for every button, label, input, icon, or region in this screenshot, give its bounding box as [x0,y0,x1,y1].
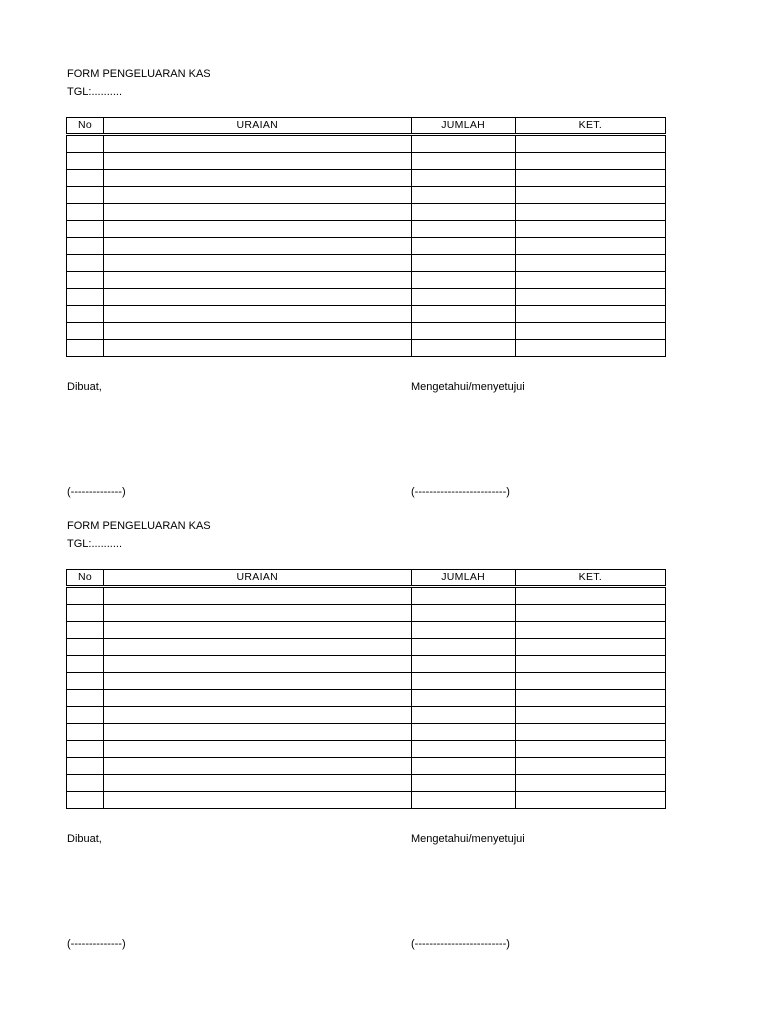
table-row [67,221,666,238]
cell-ket [515,187,665,204]
cell-ket [515,690,665,707]
cell-uraian [104,238,412,255]
cell-ket [515,792,665,809]
cell-no [67,775,104,792]
expense-table [66,117,666,357]
cell-uraian [104,306,412,323]
cell-no [67,306,104,323]
cell-no [67,622,104,639]
cell-jumlah [411,221,515,238]
table-row [67,775,666,792]
cell-jumlah [411,707,515,724]
table-row [67,170,666,187]
cell-jumlah [411,306,515,323]
cell-uraian [104,758,412,775]
cell-jumlah [411,673,515,690]
cell-jumlah [411,639,515,656]
table-row [67,639,666,656]
cell-no [67,204,104,221]
table-row [67,707,666,724]
table-row [67,238,666,255]
table-row [67,741,666,758]
table-row [67,272,666,289]
cell-ket [515,741,665,758]
cell-uraian [104,153,412,170]
signature-approved-label: Mengetahui/menyetujui [411,833,525,845]
cell-uraian [104,587,412,605]
cell-uraian [104,690,412,707]
cell-ket [515,272,665,289]
cell-jumlah [411,238,515,255]
cell-jumlah [411,605,515,622]
cell-uraian [104,187,412,204]
cell-ket [515,340,665,357]
cell-jumlah [411,656,515,673]
table-row [67,724,666,741]
cell-ket [515,323,665,340]
cell-uraian [104,741,412,758]
cell-uraian [104,255,412,272]
header-no: No [67,118,104,135]
cell-ket [515,135,665,153]
table-row [67,306,666,323]
cell-jumlah [411,724,515,741]
cell-ket [515,221,665,238]
cell-uraian [104,707,412,724]
cell-jumlah [411,741,515,758]
cell-no [67,255,104,272]
cell-no [67,690,104,707]
table-row [67,255,666,272]
table-body [67,135,666,357]
form-date-label: TGL:.......... [67,86,123,98]
header-jumlah: JUMLAH [411,570,515,587]
signature-approved-name-line: (-------------------------) [411,938,510,950]
cell-ket [515,255,665,272]
cell-uraian [104,673,412,690]
cell-no [67,323,104,340]
table-row [67,289,666,306]
cell-uraian [104,272,412,289]
signature-approved-label: Mengetahui/menyetujui [411,381,525,393]
cell-no [67,238,104,255]
cell-ket [515,622,665,639]
expense-table [66,569,666,809]
table-row [67,587,666,605]
cell-uraian [104,221,412,238]
table-row [67,656,666,673]
cell-ket [515,707,665,724]
cell-jumlah [411,289,515,306]
cell-ket [515,170,665,187]
cell-no [67,289,104,306]
cell-uraian [104,622,412,639]
cell-jumlah [411,204,515,221]
signature-made-by-name-line: (--------------) [67,938,126,950]
cell-jumlah [411,775,515,792]
cell-no [67,340,104,357]
header-ket: KET. [515,118,665,135]
form-title: FORM PENGELUARAN KAS [67,68,211,80]
cell-uraian [104,639,412,656]
cell-jumlah [411,622,515,639]
cell-jumlah [411,272,515,289]
table-row [67,135,666,153]
cash-expense-form [0,452,768,950]
cell-ket [515,758,665,775]
cell-ket [515,639,665,656]
table-row [67,323,666,340]
cell-ket [515,673,665,690]
signature-approved-name-line: (-------------------------) [411,486,510,498]
cell-no [67,187,104,204]
cell-ket [515,775,665,792]
cell-no [67,656,104,673]
table-header-row [67,118,666,135]
header-jumlah: JUMLAH [411,118,515,135]
cell-jumlah [411,135,515,153]
cell-no [67,758,104,775]
cell-jumlah [411,340,515,357]
cell-ket [515,587,665,605]
cell-jumlah [411,187,515,204]
cash-expense-form [0,0,768,498]
cell-uraian [104,605,412,622]
cell-no [67,170,104,187]
cell-ket [515,289,665,306]
cell-no [67,587,104,605]
cell-uraian [104,204,412,221]
cell-no [67,724,104,741]
cell-uraian [104,323,412,340]
cell-jumlah [411,792,515,809]
table-header-row [67,570,666,587]
cell-no [67,741,104,758]
cell-no [67,605,104,622]
header-uraian: URAIAN [104,570,412,587]
table-row [67,792,666,809]
cell-uraian [104,135,412,153]
header-uraian: URAIAN [104,118,412,135]
cell-no [67,221,104,238]
table-row [67,340,666,357]
signature-made-by-name-line: (--------------) [67,486,126,498]
table-row [67,690,666,707]
form-title: FORM PENGELUARAN KAS [67,520,211,532]
cell-uraian [104,724,412,741]
cell-uraian [104,170,412,187]
header-ket: KET. [515,570,665,587]
cell-no [67,272,104,289]
cell-jumlah [411,153,515,170]
cell-uraian [104,289,412,306]
signature-made-by-label: Dibuat, [67,381,102,393]
cell-jumlah [411,758,515,775]
cell-jumlah [411,323,515,340]
cell-jumlah [411,255,515,272]
cell-no [67,673,104,690]
cell-ket [515,724,665,741]
table-body [67,587,666,809]
cell-ket [515,204,665,221]
cell-uraian [104,775,412,792]
cell-jumlah [411,170,515,187]
table-row [67,758,666,775]
cell-no [67,153,104,170]
cell-ket [515,238,665,255]
cell-ket [515,605,665,622]
cell-ket [515,153,665,170]
cell-ket [515,656,665,673]
form-date-label: TGL:.......... [67,538,123,550]
signature-made-by-label: Dibuat, [67,833,102,845]
cell-no [67,639,104,656]
cell-uraian [104,792,412,809]
table-row [67,187,666,204]
table-row [67,622,666,639]
table-row [67,673,666,690]
header-no: No [67,570,104,587]
cell-no [67,792,104,809]
cell-no [67,707,104,724]
table-row [67,204,666,221]
table-row [67,605,666,622]
cell-ket [515,306,665,323]
cell-jumlah [411,690,515,707]
cell-uraian [104,656,412,673]
cell-jumlah [411,587,515,605]
table-row [67,153,666,170]
cell-uraian [104,340,412,357]
cell-no [67,135,104,153]
